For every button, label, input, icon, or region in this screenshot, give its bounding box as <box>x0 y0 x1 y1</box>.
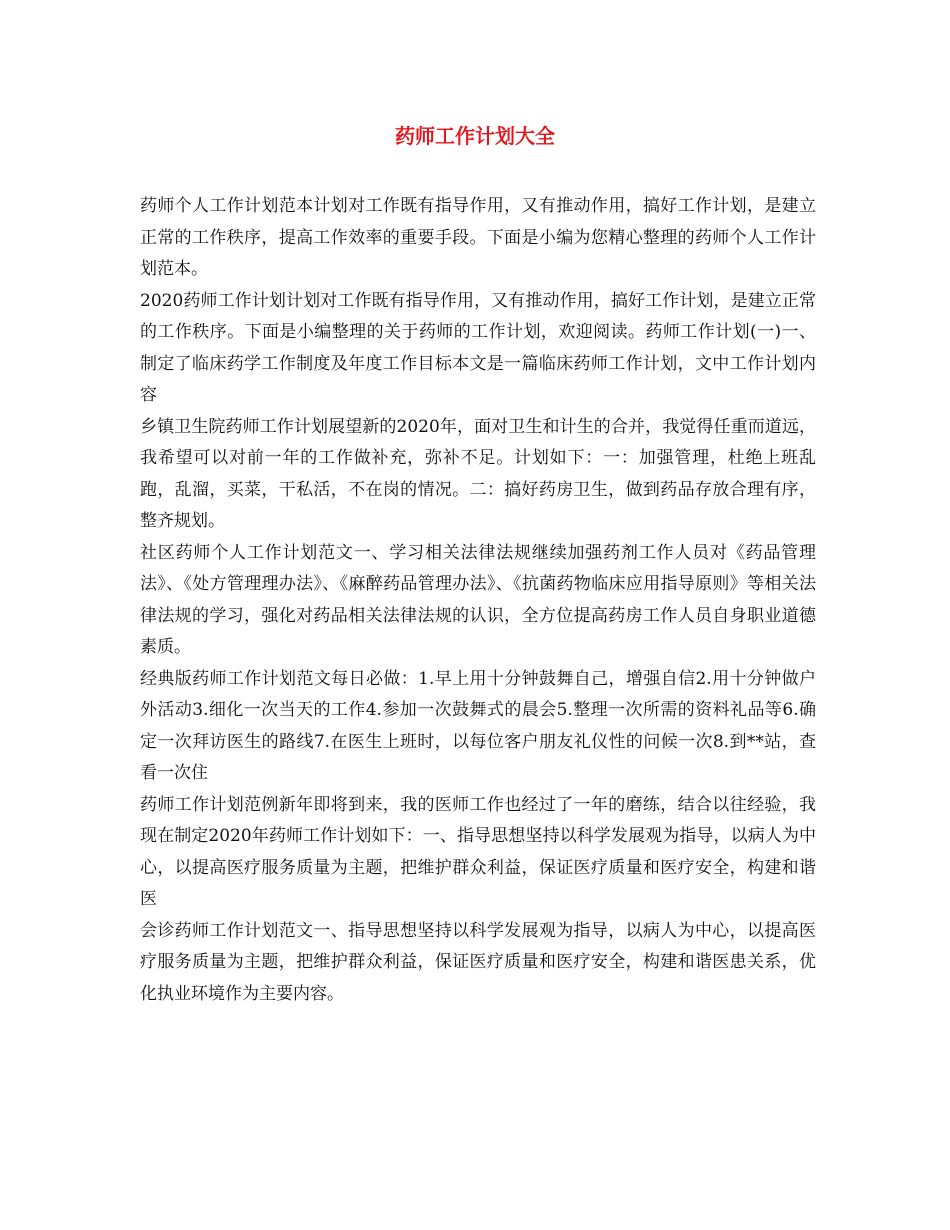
paragraph: 2020药师工作计划计划对工作既有指导作用，又有推动作用，搞好工作计划，是建立正常的工作秩序。下面是小编整理的关于药师的工作计划，欢迎阅读。药师工作计划(一)一、制定了临床药学工作制度及年度工作目标本文是一篇临床药师工作计划，文中工作计划内容 <box>140 290 816 405</box>
paragraph: 社区药师个人工作计划范文一、学习相关法律法规继续加强药剂工作人员对《药品管理法》、《处方管理理办法》、《麻醉药品管理办法》、《抗菌药物临床应用指导原则》等相关法律法规的学习，强化对药品相关法律法规的认识，全方位提高药房工作人员自身职业道德素质。 <box>140 542 816 657</box>
paragraph: 经典版药师工作计划范文每日必做：1.早上用十分钟鼓舞自己，增强自信2.用十分钟做户外活动3.细化一次当天的工作4.参加一次鼓舞式的晨会5.整理一次所需的资料礼品等6.确定一次拜访医生的路线7.在医生上班时，以每位客户朋友礼仪性的问候一次8.到**站，查看一次住 <box>140 668 816 783</box>
paragraph: 药师个人工作计划范本计划对工作既有指导作用，又有推动作用，搞好工作计划，是建立正常的工作秩序，提高工作效率的重要手段。下面是小编为您精心整理的药师个人工作计划范本。 <box>140 196 816 279</box>
paragraph: 乡镇卫生院药师工作计划展望新的2020年，面对卫生和计生的合并，我觉得任重而道远，我希望可以对前一年的工作做补充，弥补不足。计划如下：一：加强管理，杜绝上班乱跑，乱溜，买菜，干私活，不在岗的情况。二：搞好药房卫生，做到药品存放合理有序，整齐规划。 <box>140 416 816 531</box>
document-title: 药师工作计划大全 <box>395 124 555 148</box>
document-body <box>140 191 816 1010</box>
paragraph: 药师工作计划范例新年即将到来，我的医师工作也经过了一年的磨练，结合以往经验，我现在制定2020年药师工作计划如下：一、指导思想坚持以科学发展观为指导，以病人为中心，以提高医疗服务质量为主题，把维护群众利益，保证医疗质量和医疗安全，构建和谐医 <box>140 794 816 909</box>
paragraph: 会诊药师工作计划范文一、指导思想坚持以科学发展观为指导，以病人为中心，以提高医疗服务质量为主题，把维护群众利益，保证医疗质量和医疗安全，构建和谐医患关系，优化执业环境作为主要内容。 <box>140 920 816 1004</box>
